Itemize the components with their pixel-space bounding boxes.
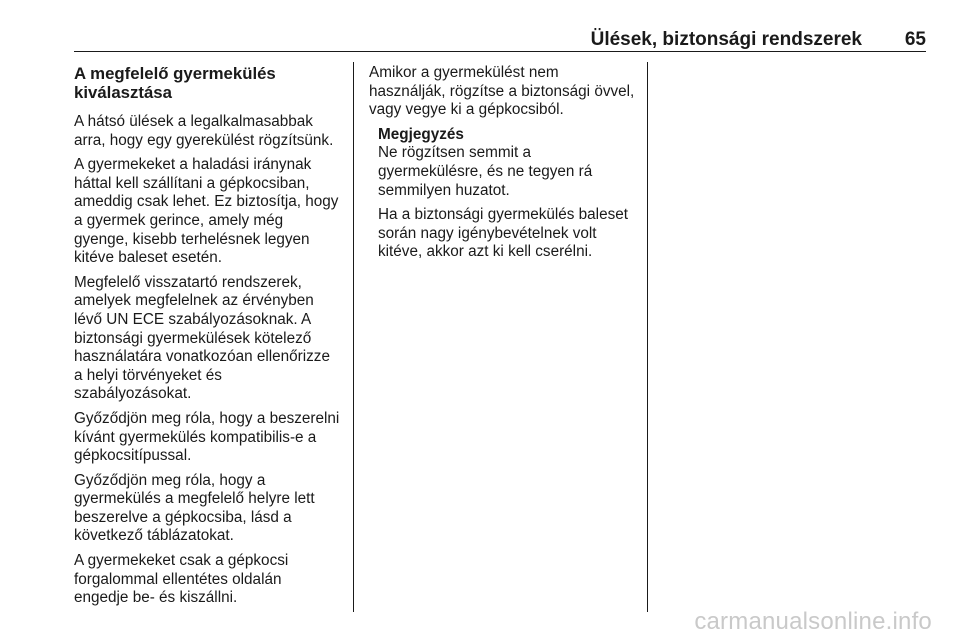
section-title: Ülések, biztonsági rendszerek: [590, 29, 862, 50]
column-divider: [647, 62, 648, 612]
text-column-2: [369, 64, 637, 268]
paragraph: Megfelelő visszatartó rendszerek, amelyek megfelelnek az érvényben lévő UN ECE szabályozásoknak. A biztonsági gyermekülések kötelező használatára vonatkozóan ellenőrizze a helyi törvényeket és szabályozásokat.: [74, 273, 330, 403]
watermark: carmanualsonline.info: [694, 608, 932, 635]
header-rule: [74, 51, 926, 52]
paragraph: A hátsó ülések a legalkalmasabbak arra, hogy egy gyerekülést rögzítsünk.: [74, 113, 334, 149]
paragraph: Amikor a gyermekülést nem használják, rögzítse a biztonsági övvel, vagy vegye ki a gépkocsiból.: [369, 64, 635, 119]
heading-line-1: A megfelelő gyermekülés: [74, 64, 276, 83]
text-column-1: [74, 64, 340, 614]
paragraph: Győződjön meg róla, hogy a beszerelni kívánt gyermekülés kompatibilis-e a gépkocsitípussal.: [74, 409, 340, 465]
column-divider: [353, 62, 354, 612]
page-header: [74, 28, 926, 52]
paragraph: Győződjön meg róla, hogy a gyermekülés a megfelelő helyre lett beszerelve a gépkocsiba, lásd a következő táblázatokat.: [74, 471, 315, 545]
note-title: Megjegyzés: [378, 125, 464, 143]
heading-line-2: kiválasztása: [74, 83, 172, 102]
page-number: 65: [904, 29, 926, 50]
section-heading: [74, 64, 340, 102]
paragraph: A gyermekeket csak a gépkocsi forgalommal ellentétes oldalán engedje be- és kiszállni.: [74, 552, 289, 607]
paragraph: Ha a biztonsági gyermekülés baleset során nagy igénybevételnek volt kitéve, akkor azt ki kell cserélni.: [378, 206, 628, 261]
note-text: Ne rögzítsen semmit a gyermekülésre, és ne tegyen rá semmilyen huzatot.: [378, 144, 593, 199]
paragraph: A gyermekeket a haladási iránynak háttal kell szállítani a gépkocsiban, ameddig csak lehet. Ez biztosítja, hogy a gyermek gerince, amely még gyenge, kisebb terhelésnek legyen kitéve baleset esetén.: [74, 156, 339, 267]
note-box: [378, 126, 637, 262]
